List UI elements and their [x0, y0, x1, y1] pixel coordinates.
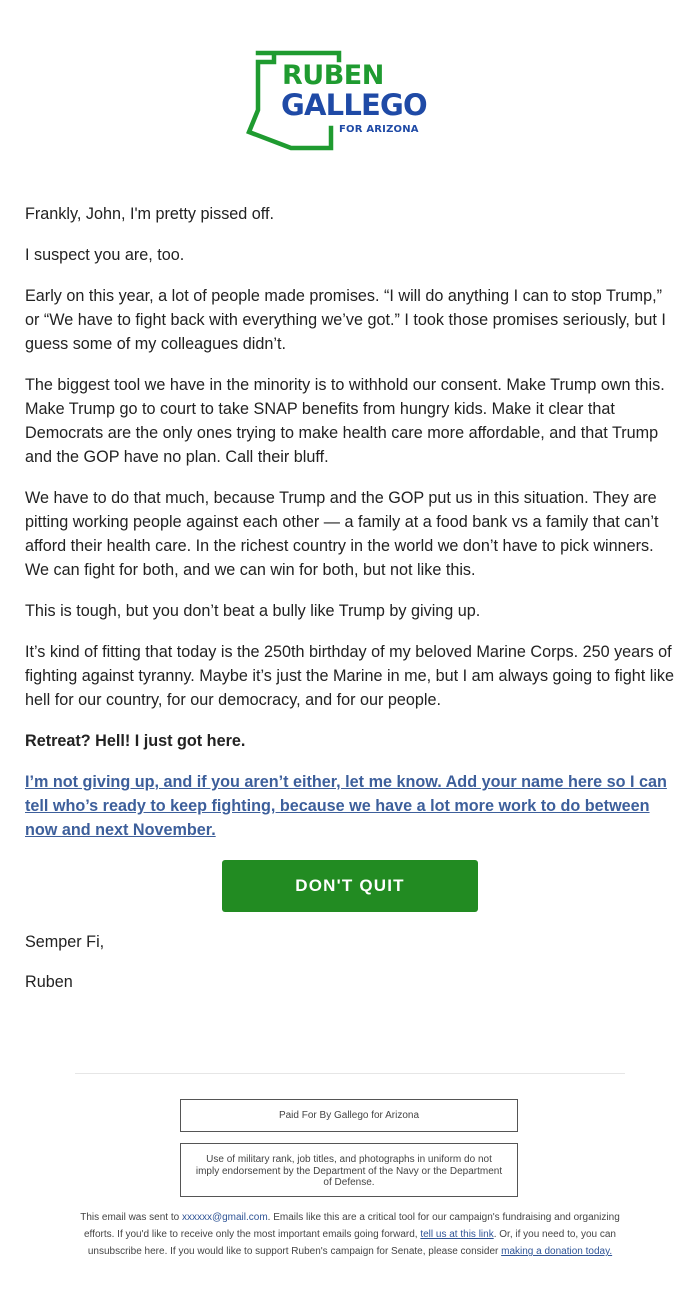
logo-name-last: GALLEGO — [281, 88, 427, 122]
paragraph-marine-corps: It’s kind of fitting that today is the 250th birthday of my beloved Marine Corps. 250 years of fighting against tyranny. Maybe it’s just the Marine in me, but I am always going to fight like hell for our country, for our democracy, and for our people. — [25, 643, 675, 709]
cta-paragraph — [25, 770, 675, 842]
donate-link[interactable]: making a donation today. — [501, 1246, 613, 1257]
campaign-logo — [246, 48, 446, 152]
paragraph-greeting: Frankly, John, I'm pretty pissed off. — [25, 205, 275, 223]
email-body — [25, 202, 675, 1010]
signature-text: Ruben — [25, 973, 73, 991]
paragraph-situation: We have to do that much, because Trump and the GOP put us in this situation. They are pitting working people against each other — a family at a food bank vs a family that can’t afford their health care. In the richest country in the world we don’t have to pick winners. We can fight for both, and we can win for both, but not like this. — [25, 489, 659, 579]
paragraph-retreat: Retreat? Hell! I just got here. — [25, 732, 246, 750]
signoff-block — [25, 930, 675, 994]
footer-divider — [75, 1073, 625, 1074]
footer-note-prefix: This email was sent to — [80, 1212, 182, 1223]
footer-note — [75, 1209, 625, 1260]
add-name-link[interactable]: I’m not giving up, and if you aren’t either, let me know. Add your name here so I can tell who’s ready to keep fighting, because we have a lot more work to do between now and next November. — [25, 773, 667, 839]
logo-tagline: FOR ARIZONA — [339, 124, 419, 135]
paragraph-minority-tool: The biggest tool we have in the minority is to withhold our consent. Make Trump own this. Make Trump go to court to take SNAP benefits from hungry kids. Make it clear that Democrats are the only ones trying to make health care more affordable, and that Trump and the GOP have no plan. Call their bluff. — [25, 376, 665, 466]
paragraph-suspect: I suspect you are, too. — [25, 246, 185, 264]
signoff-text: Semper Fi, — [25, 933, 105, 951]
button-row — [25, 860, 675, 912]
recipient-email-link[interactable]: xxxxxx@gmail.com — [181, 1212, 268, 1223]
logo-name-first: RUBEN — [282, 60, 384, 91]
tell-us-link[interactable]: tell us at this link — [420, 1229, 494, 1240]
military-disclaimer-box: Use of military rank, job titles, and photographs in uniform do not imply endorsement by the Department of the Navy or the Department of Defense. — [180, 1143, 518, 1197]
paragraph-bully: This is tough, but you don’t beat a bully like Trump by giving up. — [25, 602, 481, 620]
paragraph-promises: Early on this year, a lot of people made promises. “I will do anything I can to stop Trump,” or “We have to fight back with everything we’ve got.” I took those promises seriously, but I guess some of my colleagues didn’t. — [25, 287, 666, 353]
dont-quit-button[interactable]: DON'T QUIT — [222, 860, 478, 912]
footer-note-mid2: . Or, if you need to, you can unsubscribe here. If you would like to support Ruben's campaign for Senate, please consider — [87, 1229, 616, 1257]
footer-note-mid: . Emails like this are a critical tool for our campaign's fundraising and organizing efforts. If you'd like to receive only the most important emails going forward, — [84, 1212, 620, 1240]
paid-for-box: Paid For By Gallego for Arizona — [180, 1099, 518, 1132]
